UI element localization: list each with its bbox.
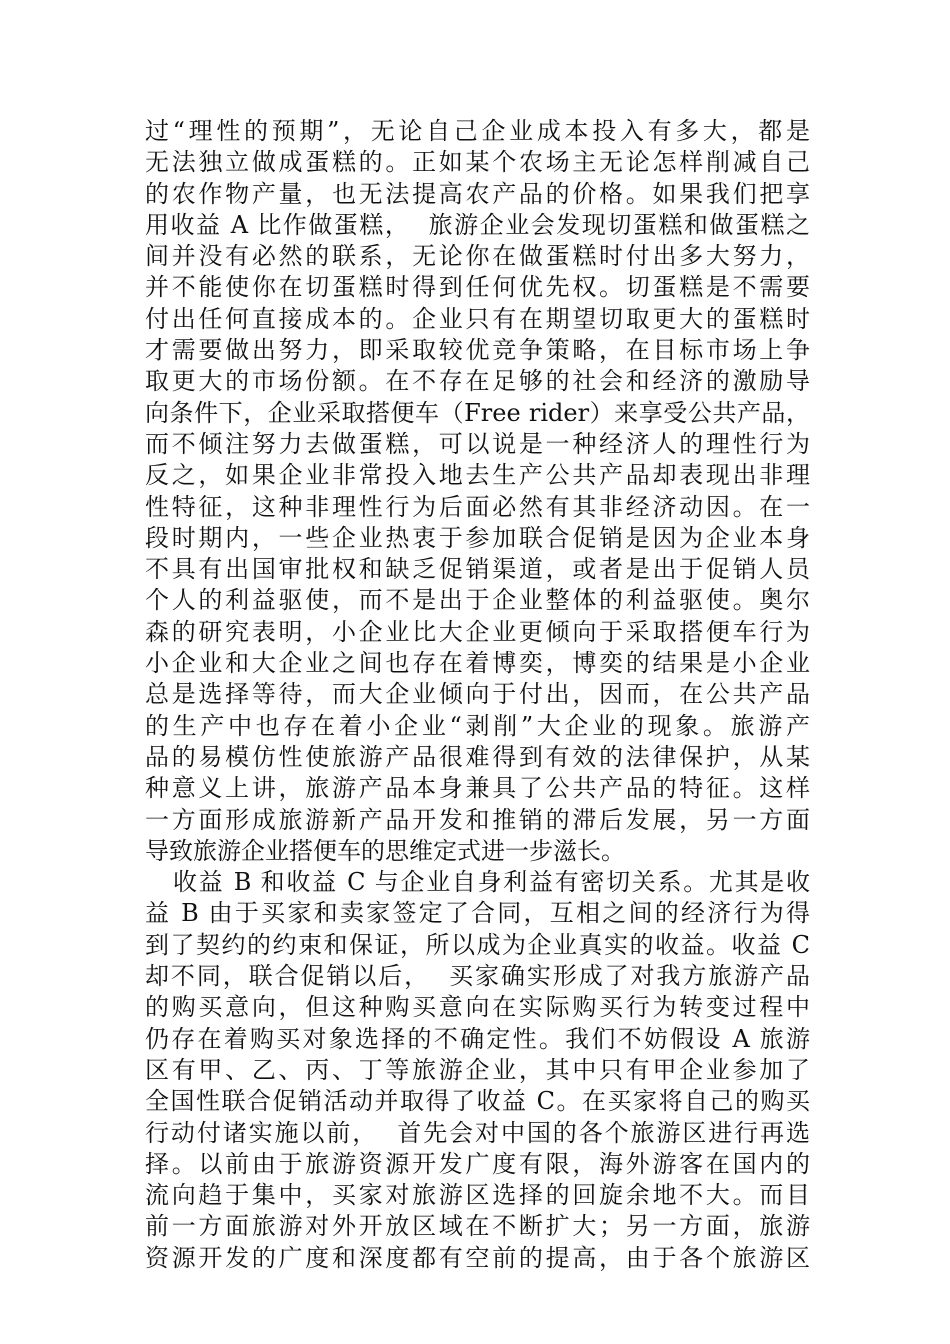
text-line: 却不同，联合促销以后， 买家确实形成了对我方旅游产品: [145, 962, 810, 991]
text-line: 流向趋于集中，买家对旅游区选择的回旋余地不大。而目: [145, 1181, 810, 1210]
text-line: 性特征，这种非理性行为后面必然有其非经济动因。在一: [145, 492, 810, 521]
body-text: [145, 116, 810, 1274]
text-line: 全国性联合促销活动并取得了收益 C。在买家将自己的购买: [145, 1087, 810, 1116]
text-line: 过“理性的预期”，无论自己企业成本投入有多大，都是: [145, 117, 810, 145]
text-line: 间并没有必然的联系，无论你在做蛋糕时付出多大努力，: [145, 242, 810, 271]
text-line: 取更大的市场份额。在不存在足够的社会和经济的激励导: [145, 367, 810, 396]
text-line: 向条件下，企业采取搭便车（Free rider）来享受公共产品，: [145, 398, 810, 427]
text-line: 个人的利益驱使，而不是出于企业整体的利益驱使。奥尔: [145, 586, 810, 615]
text-line: 森的研究表明，小企业比大企业更倾向于采取搭便车行为: [145, 617, 810, 646]
text-line: 资源开发的广度和深度都有空前的提高，由于各个旅游区: [145, 1243, 810, 1272]
text-line: 区有甲、乙、丙、丁等旅游企业，其中只有甲企业参加了: [145, 1055, 810, 1084]
text-line: 仍存在着购买对象选择的不确定性。我们不妨假设 A 旅游: [145, 1024, 810, 1053]
text-line: 的生产中也存在着小企业“剥削”大企业的现象。旅游产: [145, 711, 810, 740]
text-line: 益 B 由于买家和卖家签定了合同，互相之间的经济行为得: [145, 899, 810, 928]
text-line: 并不能使你在切蛋糕时得到任何优先权。切蛋糕是不需要: [145, 273, 810, 302]
text-line: 品的易模仿性使旅游产品很难得到有效的法律保护，从某: [145, 742, 810, 771]
text-line: 无法独立做成蛋糕的。正如某个农场主无论怎样削减自己: [145, 148, 810, 177]
text-line: 付出任何直接成本的。企业只有在期望切取更大的蛋糕时: [145, 304, 810, 333]
text-line: 前一方面旅游对外开放区域在不断扩大；另一方面，旅游: [145, 1212, 810, 1241]
text-line: 的农作物产量，也无法提高农产品的价格。如果我们把享: [145, 179, 810, 208]
text-line: 行动付诸实施以前， 首先会对中国的各个旅游区进行再选: [145, 1118, 810, 1147]
text-line: 不具有出国审批权和缺乏促销渠道，或者是出于促销人员: [145, 555, 810, 584]
text-line: 反之，如果企业非常投入地去生产公共产品却表现出非理: [145, 461, 810, 490]
text-line: 总是选择等待，而大企业倾向于付出，因而，在公共产品: [145, 680, 810, 709]
text-line: 收益 B 和收益 C 与企业自身利益有密切关系。尤其是收: [145, 868, 810, 897]
text-line: 择。以前由于旅游资源开发广度有限，海外游客在国内的: [145, 1149, 810, 1178]
text-line: 而不倾注努力去做蛋糕，可以说是一种经济人的理性行为: [145, 429, 810, 458]
text-line: 种意义上讲，旅游产品本身兼具了公共产品的特征。这样: [145, 774, 810, 803]
text-line: 段时期内，一些企业热衷于参加联合促销是因为企业本身: [145, 523, 810, 552]
text-line: 才需要做出努力，即采取较优竞争策略，在目标市场上争: [145, 336, 810, 365]
text-line: 导致旅游企业搭便车的思维定式进一步滋长。: [145, 836, 625, 865]
text-line: 用收益 A 比作做蛋糕， 旅游企业会发现切蛋糕和做蛋糕之: [145, 210, 810, 239]
text-line: 一方面形成旅游新产品开发和推销的滞后发展，另一方面: [145, 805, 810, 834]
text-line: 到了契约的约束和保证，所以成为企业真实的收益。收益 C: [145, 930, 810, 959]
text-line: 小企业和大企业之间也存在着博奕，博奕的结果是小企业: [145, 649, 810, 678]
text-line: 的购买意向，但这种购买意向在实际购买行为转变过程中: [145, 993, 810, 1022]
